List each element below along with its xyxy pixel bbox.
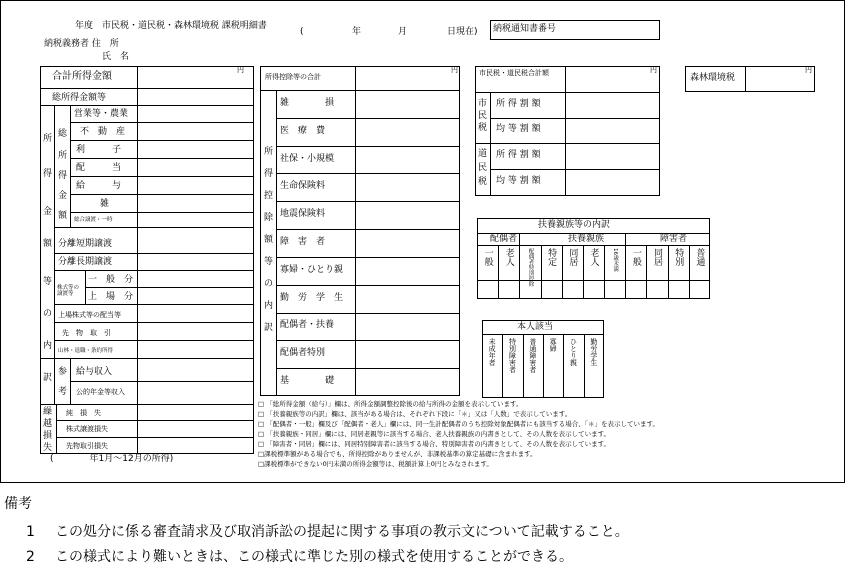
carry-label: 損: [43, 431, 53, 441]
yen-mark: 円: [451, 66, 458, 74]
dependents-col-label: 一般: [630, 248, 641, 266]
city-tax-label: 税: [478, 123, 488, 133]
deduction-row-label: 勤 労 学 生: [280, 292, 344, 303]
dependents-col-label: 同居: [567, 248, 578, 266]
notice-number-label: 納税通知書番号: [493, 24, 557, 34]
city-equal-levy-label: 均 等 割 額: [496, 124, 541, 134]
date-month: 月: [398, 27, 408, 37]
yen-mark: 円: [805, 66, 812, 74]
dependents-col-label: 特別: [673, 248, 684, 266]
remark-number: 1: [26, 524, 35, 540]
carry-label: 失: [43, 443, 53, 453]
dependents-col-label: 老人: [588, 248, 599, 266]
side-label: 訳: [43, 373, 53, 383]
deduction-side-label: 等: [264, 257, 274, 267]
taxpayer-address-label: 納税義務者 住 所: [44, 39, 119, 49]
deduction-row-label: 寡婦・ひとり親: [280, 264, 344, 275]
note-line: □ 「障害者・同居」欄には、同居特別障害者に該当する場合、特別障害者の内書きとして、その人数を表示しています。: [258, 440, 611, 448]
date-paren: (: [300, 27, 304, 37]
deduction-row-label: 地震保険料: [280, 209, 326, 220]
long-term-label: 分離長期譲渡: [58, 257, 113, 267]
taxpayer-name-label: 氏 名: [102, 52, 130, 62]
futures-label: 先 物 取 引: [62, 329, 111, 337]
side-label: 額: [43, 239, 53, 249]
deduction-side-label: 控: [264, 191, 274, 201]
short-term-label: 分離短期譲渡: [58, 239, 113, 249]
remark-number: 2: [26, 549, 35, 565]
deduction-side-label: 所: [264, 147, 274, 157]
note-line: □ 「扶養親族・同居」欄には、同居老親等に該当する場合、老人扶養親族の内書きとして、その人数を表示しています。: [258, 430, 611, 438]
self-col-label: 特別障害者: [508, 338, 517, 373]
date-year: 年: [352, 27, 362, 37]
deduction-total-label: 所得控除等の合計: [265, 73, 321, 81]
deduction-row-label: 配偶者特別: [280, 348, 326, 359]
deduction-row-label: 障 害 者: [280, 237, 326, 247]
income-row-label: 配 当: [76, 163, 122, 173]
side-label: 内: [43, 341, 53, 351]
income-row-label: 利 子: [76, 145, 122, 155]
deduction-row-label: 配偶者・扶養: [280, 320, 335, 331]
income-row-label: 不 動 産: [80, 127, 126, 137]
dependents-col-label: 配偶者特別控除: [527, 248, 534, 287]
pension-income-label: 公的年金等収入: [76, 388, 125, 396]
dependents-col-label: 特定: [546, 248, 557, 266]
income-row-label: 給 与: [76, 181, 122, 191]
salary-income-label: 給与収入: [76, 367, 113, 377]
ref-label: 参: [58, 367, 68, 377]
side-label: 額: [58, 211, 68, 221]
city-income-levy-label: 所 得 割 額: [496, 99, 541, 109]
dependents-dependents-header: 扶養親族: [568, 234, 605, 244]
pref-tax-label: 民: [478, 163, 488, 173]
note-line: □課税標準ができない0円未満の所得金額等は、税額計算上0円とみなされます。: [258, 460, 493, 468]
deduction-side-label: 内: [264, 301, 274, 311]
carry-label: 越: [43, 419, 53, 429]
dependents-disabled-header: 障害者: [660, 234, 688, 244]
listed-dividend-label: 上場株式等の配当等: [58, 311, 121, 319]
self-title: 本人該当: [517, 322, 554, 332]
self-col-label: 勤労学生: [589, 338, 598, 366]
deduction-side-label: の: [264, 279, 274, 289]
ref-label: 考: [58, 387, 68, 397]
note-line: □ 「配偶者・一般」欄及び「配偶者・老人」欄には、同一生計配偶者のうち控除対象配偶者にも該当する場合、「＊」を表示しています。: [258, 420, 659, 428]
self-col-label: ひとり親: [569, 338, 578, 366]
dependents-title: 扶養親族等の内訳: [538, 220, 611, 230]
general-label: 一 般 分: [88, 275, 134, 285]
remark-text: この処分に係る審査請求及び取消訴訟の提起に関する事項の教示文について記載すること。: [55, 524, 629, 540]
yen-mark: 円: [237, 66, 244, 74]
listed-label: 上 場 分: [88, 292, 134, 302]
city-tax-label: 市: [478, 99, 488, 109]
stock-label: 株式等の譲渡等: [57, 285, 80, 297]
side-label: 所: [58, 151, 68, 161]
self-col-label: 未成年者: [488, 338, 497, 366]
deduction-row-label: 基 礎: [280, 376, 335, 387]
side-label: 所: [43, 134, 53, 144]
deduction-side-label: 得: [264, 169, 274, 179]
forest-label: 山林・退職・条約所得: [58, 348, 114, 354]
income-row-label: 営業等・農業: [74, 109, 129, 119]
pref-equal-levy-label: 均 等 割 額: [496, 176, 541, 186]
form-title: 年度 市民税・道民税・森林環境税 課税明細書: [75, 21, 267, 31]
income-row-label: 総合譲渡・一時: [74, 217, 113, 223]
total-income-label: 合計所得金額: [52, 71, 112, 82]
carry-row-label: 純 損 失: [66, 409, 101, 417]
deduction-side-label: 除: [264, 213, 274, 223]
side-label: 得: [43, 169, 53, 179]
deduction-row-label: 生命保険料: [280, 181, 326, 192]
notice-number-box[interactable]: [490, 20, 660, 40]
forest-tax-label: 森林環境税: [690, 73, 736, 83]
self-col-label: 普通障害者: [528, 338, 537, 373]
dependents-col-label: 普通: [694, 248, 705, 266]
pref-tax-label: 税: [478, 177, 488, 187]
note-line: □ 「総所得金額（給与）」欄は、所得金額調整控除後の給与所得の金額を表示しています。: [258, 400, 523, 408]
income-row-label: 雑: [100, 199, 110, 209]
note-line: □ 「扶養親族等の内訳」欄は、該当がある場合は、それぞれ下段に「＊」又は「人数」で表示しています。: [258, 410, 572, 418]
yen-mark: 円: [650, 66, 657, 74]
carry-row-label: 株式譲渡損失: [66, 425, 108, 433]
side-label: 等: [43, 277, 53, 287]
pref-tax-label: 道: [478, 149, 488, 159]
side-label: 金: [58, 191, 68, 201]
deduction-side-label: 額: [264, 235, 274, 245]
dependents-spouse-header: 配偶者: [490, 234, 518, 244]
deduction-row-label: 医 療 費: [280, 125, 326, 136]
deduction-side-label: 訳: [264, 323, 274, 333]
side-label: 総: [58, 129, 68, 139]
deduction-row-label: 雑 損: [280, 97, 335, 108]
deduction-table: [260, 66, 460, 396]
self-col-label: 寡婦: [549, 338, 558, 352]
dependents-col-label: 16歳未満: [612, 248, 619, 272]
carry-row-label: 先物取引損失: [66, 442, 108, 450]
dependents-col-label: 一般: [482, 248, 493, 266]
pref-income-levy-label: 所 得 割 額: [496, 150, 541, 160]
footer-period: ( 年1月～12月の所得): [50, 454, 174, 464]
side-label: の: [43, 309, 53, 319]
resident-tax-total-label: 市民税・道民税合計額: [479, 69, 549, 77]
remarks-title: 備考: [4, 496, 32, 512]
side-label: 金: [43, 207, 53, 217]
city-tax-label: 民: [478, 111, 488, 121]
total-income-items-label: 総所得金額等: [52, 93, 107, 103]
dependents-col-label: 同居: [652, 248, 663, 266]
remark-text: この様式により難いときは、この様式に準じた別の様式を使用することができる。: [55, 549, 573, 565]
date-day: 日現在): [447, 27, 478, 37]
side-label: 得: [58, 171, 68, 181]
note-line: □課税標準額がある場合でも、所得控除がありませんが、非課税基準の算定基礎に含まれます。: [258, 450, 537, 458]
deduction-row-label: 社保・小規模: [280, 153, 335, 164]
carry-label: 繰: [43, 407, 53, 417]
dependents-col-label: 老人: [503, 248, 514, 266]
